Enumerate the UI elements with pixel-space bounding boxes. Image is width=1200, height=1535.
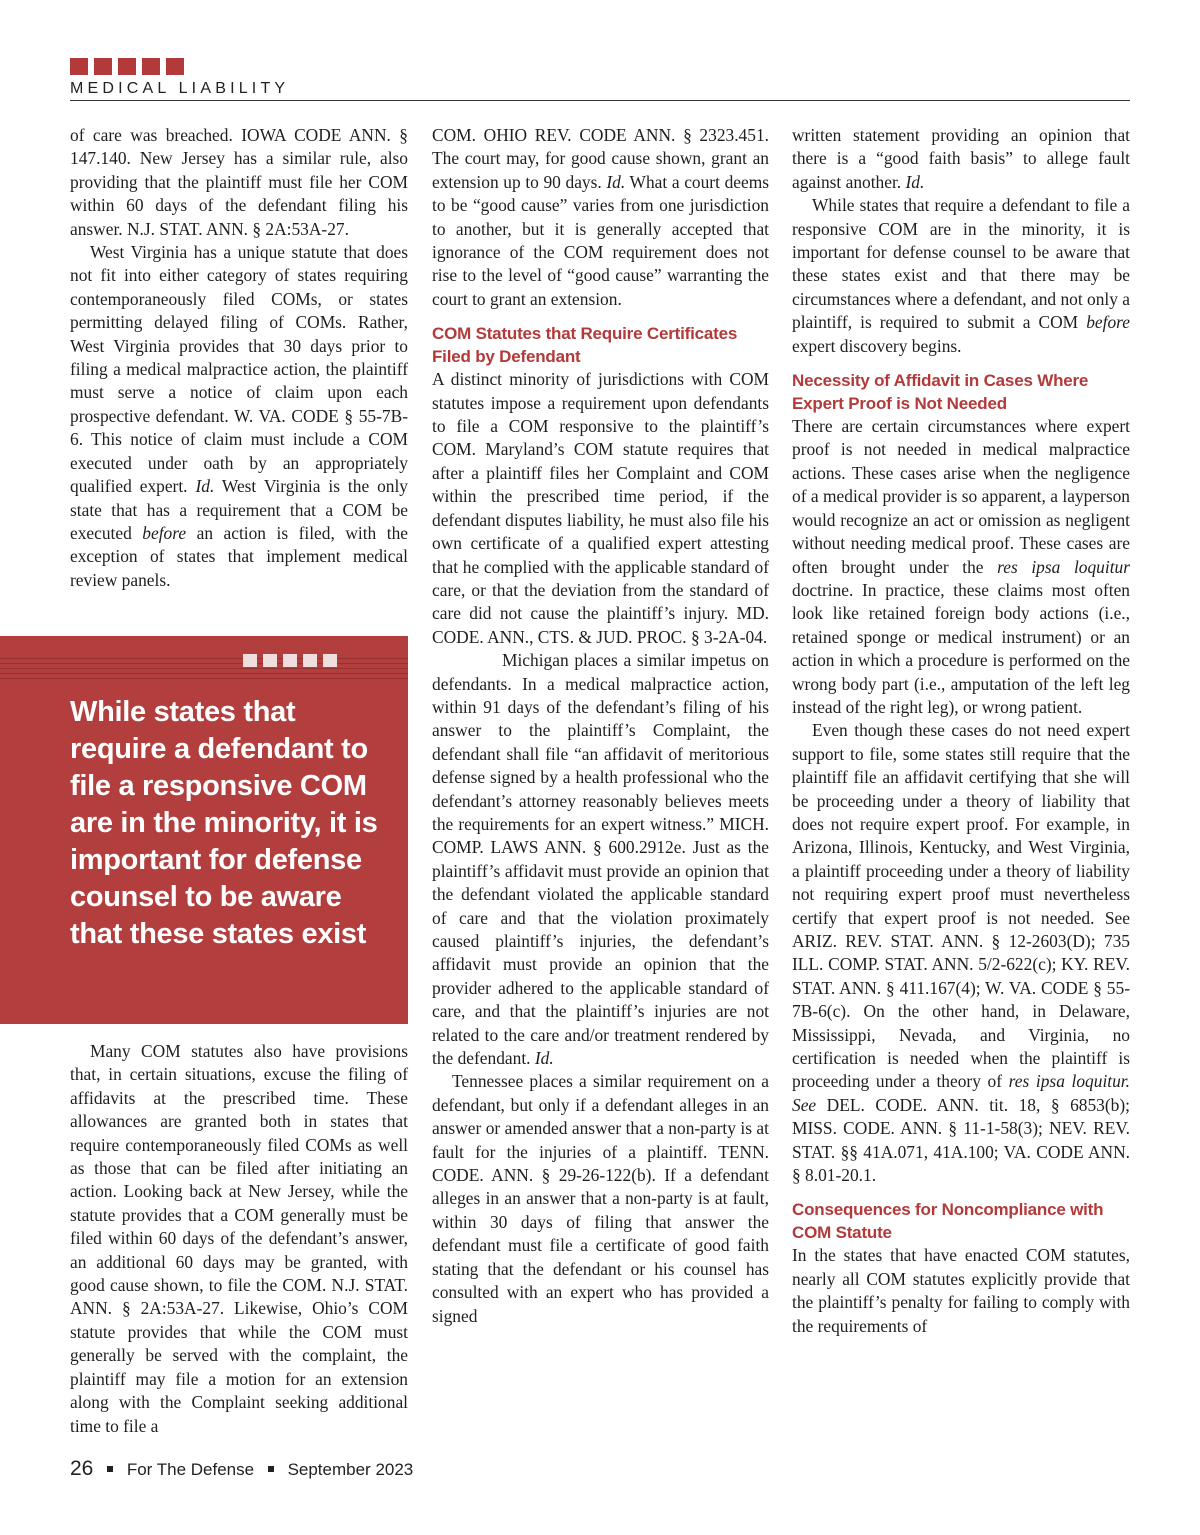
publication-name: For The Defense <box>126 1460 255 1479</box>
col2-paragraph-4: Tennessee places a similar requirement on a defendant, but only if a defendant alleges in an answer or amended answer that a non-party is at fault for the injuries of a plaintiff. TENN. CODE. ANN. § 29-26-122(b). If a defendant alleges in an answer that a non-party is at fault, within 30 days of filing that answer the defendant must file a certificate of good faith stating that the defendant or his counsel has consulted with an expert who has provided a signed <box>432 1071 769 1326</box>
pullquote-text: While states that require a defendant to file a responsive COM are in the minority, it is important for defense counsel to be aware that these states exist <box>70 696 378 950</box>
col3-heading-noncompliance: Consequences for Noncompliance with COM Statute <box>792 1200 1104 1242</box>
footer-separator-icon <box>268 1466 274 1472</box>
page-number: 26 <box>70 1457 94 1480</box>
column-3 <box>792 124 1130 1338</box>
header-rule <box>70 100 1130 101</box>
col2-paragraph-1: COM. OHIO REV. CODE ANN. § 2323.451. The court may, for good cause shown, grant an extension up to 90 days. Id. What a court deems to be “good cause” varies from one jurisdiction to another, but it is generally accepted that ignorance of the COM requirement does not rise to the level of “good cause” warranting the court to grant an extension. <box>432 125 769 309</box>
col1-paragraph-2: West Virginia has a unique statute that does not fit into either category of states requiring contemporaneously filed COMs, or states permitting delayed filing of COMs. Rather, West Virginia provides that 30 days prior to filing a medical malpractice action, the plaintiff must serve a notice of claim upon each prospective defendant. W. VA. CODE § 55-7B-6. This notice of claim must include a COM executed under oath by an appropriately qualified expert. Id. West Virginia is the only state that has a requirement that a COM be executed before an action is filed, with the exception of states that implement medical review panels. <box>70 242 408 590</box>
col1-paragraph-1: of care was breached. IOWA CODE ANN. § 147.140. New Jersey has a similar rule, also providing that the plaintiff must file her COM within 60 days of the defendant filing his answer. N.J. STAT. ANN. § 2A:53A-27. <box>70 125 408 239</box>
col3-paragraph-2: While states that require a defendant to file a responsive COM are in the minority, it is important for defense counsel to be aware that these states exist and that there may be circumstances where a defendant, and not only a plaintiff, is required to submit a COM before expert discovery begins. <box>792 195 1131 356</box>
col1-paragraph-3: Many COM statutes also have provisions that, in certain situations, excuse the filing of affidavits at the prescribed time. These allowances are granted both in states that require contemporaneously filed COMs as well as those that can be filed after initiating an action. Looking back at New Jersey, while the statute provides that a COM generally must be filed within 60 days of the defendant’s answer, an additional 60 days may be granted, with good cause shown, to file the COM. N.J. STAT. ANN. § 2A:53A-27. Likewise, Ohio’s COM statute provides that while the COM must generally be served with the complaint, the plaintiff may file a motion for an extension along with the Complaint seeking additional time to file a <box>70 1041 408 1436</box>
pullquote-squares-decoration <box>243 654 337 667</box>
col3-paragraph-5: In the states that have enacted COM statutes, nearly all COM statutes explicitly provide that the plaintiff’s penalty for failing to comply with the requirements of <box>792 1245 1130 1336</box>
col2-paragraph-2: A distinct minority of jurisdictions with COM statutes impose a requirement upon defendants to file a COM responsive to the plaintiff’s COM. Maryland’s COM statute requires that after a plaintiff files her Complaint and COM within the prescribed time period, if the defendant disputes liability, he must also file his own certificate of a qualified expert attesting that he complied with the applicable standard of care, or that the deviation from the standard of care did not cause the plaintiff’s injury. MD. CODE. ANN., CTS. & JUD. PROC. § 3-2A-04. <box>432 369 769 647</box>
col2-heading-defendant-certificates: COM Statutes that Require Certificates Filed by Defendant <box>432 324 738 366</box>
column-2 <box>432 124 769 1328</box>
column-1-top <box>70 124 408 592</box>
section-label: MEDICAL LIABILITY <box>70 80 290 97</box>
col3-paragraph-4: Even though these cases do not need expert support to file, some states still require that the plaintiff file an affidavit certifying that she will be proceeding under a theory of liability that does not require expert proof. For example, in Arizona, Illinois, Kentucky, and West Virginia, a plaintiff proceeding under a theory of liability not requiring expert proof must nevertheless certify that expert proof is not needed. See ARIZ. REV. STAT. ANN. § 12-2603(D); 735 ILL. COMP. STAT. ANN. 5/2-622(c); KY. REV. STAT. ANN. § 411.167(4); W. VA. CODE § 55-7B-6(c). On the other hand, in Delaware, Mississippi, Nevada, and Virginia, no certification is needed when the plaintiff is proceeding under a theory of res ipsa loquitur. See DEL. CODE. ANN. tit. 18, § 6853(b); MISS. CODE. ANN. § 11-1-58(3); NEV. REV. STAT. §§ 41A.071, 41A.100; VA. CODE ANN. § 8.01-20.1. <box>792 720 1130 1186</box>
header-squares-decoration <box>70 58 184 75</box>
footer-separator-icon <box>107 1466 113 1472</box>
page-footer <box>70 1457 413 1482</box>
issue-date: September 2023 <box>287 1460 414 1479</box>
col2-paragraph-3: Michigan places a similar impetus on defendants. In a medical malpractice action, within 91 days of the defendant’s filing of his answer to the plaintiff’s Complaint, the defendant shall file “an affidavit of meritorious defense signed by a health professional who the defendant’s attorney reasonably believes meets the requirements for an expert witness.” MICH. COMP. LAWS ANN. § 600.2912e. Just as the plaintiff’s affidavit must provide an opinion that the defendant violated the applicable standard of care and that the violation proximately caused plaintiff’s injuries, the defendant’s affidavit must provide an opinion that the provider adhered to the applicable standard of care, and that the plaintiff’s injuries are not related to the care and/or treatment rendered by the defendant. Id. <box>432 650 769 1069</box>
col3-paragraph-1: written statement providing an opinion that there is a “good faith basis” to allege fault against another. Id. <box>792 125 1130 192</box>
pullquote-rule-lines <box>0 658 408 683</box>
column-1-bottom <box>70 1040 408 1438</box>
col3-heading-affidavit-necessity: Necessity of Affidavit in Cases Where Expert Proof is Not Needed <box>792 371 1089 413</box>
col3-paragraph-3: There are certain circumstances where expert proof is not needed in medical malpractice actions. These cases arise when the negligence of a medical provider is so apparent, a layperson would recognize an act or omission as negligent without needing medical proof. These cases are often brought under the res ipsa loquitur doctrine. In practice, these claims most often look like retained foreign body actions (i.e., retained sponge or medical instrument) or an action in which a procedure is performed on the wrong body part (i.e., amputation of the left leg instead of the right leg), or wrong patient. <box>792 416 1130 717</box>
